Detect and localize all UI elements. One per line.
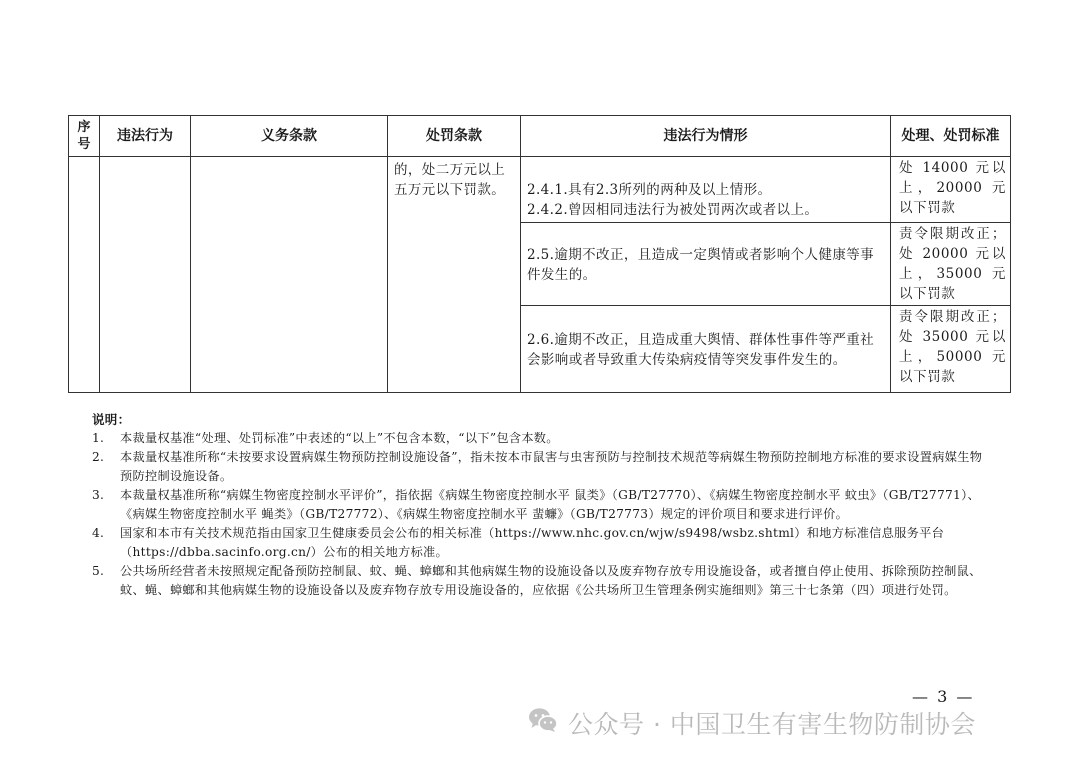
note-number: 4. <box>92 526 105 540</box>
violation-cell <box>100 157 191 393</box>
standard-cell <box>891 223 1011 306</box>
table-row <box>69 157 1011 223</box>
situation-text: 2.5.逾期不改正，且造成一定舆情或者影响个人健康等事件发生的。 <box>527 246 875 283</box>
note-number: 3. <box>92 488 105 502</box>
watermark <box>528 703 976 743</box>
standard-cell <box>891 306 1011 393</box>
note-item <box>92 562 992 600</box>
situation-cell <box>521 306 891 393</box>
penalty-table <box>68 115 1011 393</box>
note-number: 1. <box>92 431 105 445</box>
note-text: 本裁量权基准所称“未按要求设置病媒生物预防控制设施设备”，指未按本市鼠害与虫害预防与控制技术规范等病媒生物预防控制地方标准的要求设置病媒生物预防控制设施设备。 <box>120 450 983 483</box>
note-text: 国家和本市有关技术规范指由国家卫生健康委员会公布的相关标准（https://www.nhc.gov.cn/wjw/s9498/wsbz.shtml）和地方标准信息服务平台（https://dbba.sacinfo.org.cn/）公布的相关地方标准。 <box>120 526 945 559</box>
wechat-icon <box>528 707 568 739</box>
header-penalty-clause: 处罚条款 <box>388 116 521 157</box>
situation-text: 2.6.逾期不改正，且造成重大舆情、群体性事件等严重社会影响或者导致重大传染病疫情等突发事件发生的。 <box>527 331 875 368</box>
situation-text: 2.4.1.具有2.3所列的两种及以上情形。 2.4.2.曾因相同违法行为被处罚两次或者以上。 <box>527 182 819 218</box>
note-text: 本裁量权基准“处理、处罚标准”中表述的“以上”不包含本数，“以下”包含本数。 <box>120 431 559 445</box>
note-text: 公共场所经营者未按照规定配备预防控制鼠、蚊、蝇、蟑螂和其他病媒生物的设施设备以及废弃物存放专用设施设备，或者擅自停止使用、拆除预防控制鼠、蚊、蝇、蟑螂和其他病媒生物的设施设备以及废弃物存放专用设施设备的，应依据《公共场所卫生管理条例实施细则》第三十七条第（四）项进行处罚。 <box>120 564 982 597</box>
header-seq: 序号 <box>69 116 100 157</box>
situation-cell <box>521 157 891 223</box>
penalty-clause-text: 的，处二万元以上五万元以下罚款。 <box>394 162 506 198</box>
header-penalty-standard: 处理、处罚标准 <box>891 116 1011 157</box>
header-violation-situation: 违法行为情形 <box>521 116 891 157</box>
table-header-row <box>69 116 1011 157</box>
note-item <box>92 486 992 524</box>
penalty-clause-cell <box>388 157 521 393</box>
page-number: — 3 — <box>912 687 975 706</box>
standard-text: 处 14000 元以上，20000 元以下罚款 <box>899 160 1006 216</box>
standard-cell <box>891 157 1011 223</box>
seq-cell <box>69 157 100 393</box>
note-item <box>92 429 992 448</box>
note-text: 本裁量权基准所称“病媒生物密度控制水平评价”，指依据《病媒生物密度控制水平 鼠类》（GB/T27770）、《病媒生物密度控制水平 蚊虫》（GB/T27771）、《病媒生物密度控制水平 蝇类》（GB/T27772）、《病媒生物密度控制水平 蜚蠊》（GB/T27773）规定的评价项目和要求进行评价。 <box>120 488 980 521</box>
note-item <box>92 524 992 562</box>
standard-text: 责令限期改正；处 35000 元以上，50000 元以下罚款 <box>899 309 1006 385</box>
notes-section <box>92 410 992 600</box>
header-obligation-clause: 义务条款 <box>191 116 388 157</box>
note-item <box>92 448 992 486</box>
situation-cell <box>521 223 891 306</box>
header-violation: 违法行为 <box>100 116 191 157</box>
standard-text: 责令限期改正；处 20000 元以上，35000 元以下罚款 <box>899 226 1006 302</box>
note-number: 5. <box>92 564 105 578</box>
note-number: 2. <box>92 450 105 464</box>
notes-title: 说明： <box>92 412 131 427</box>
watermark-text: 公众号 · 中国卫生有害生物防制协会 <box>568 710 976 739</box>
obligation-clause-cell <box>191 157 388 393</box>
